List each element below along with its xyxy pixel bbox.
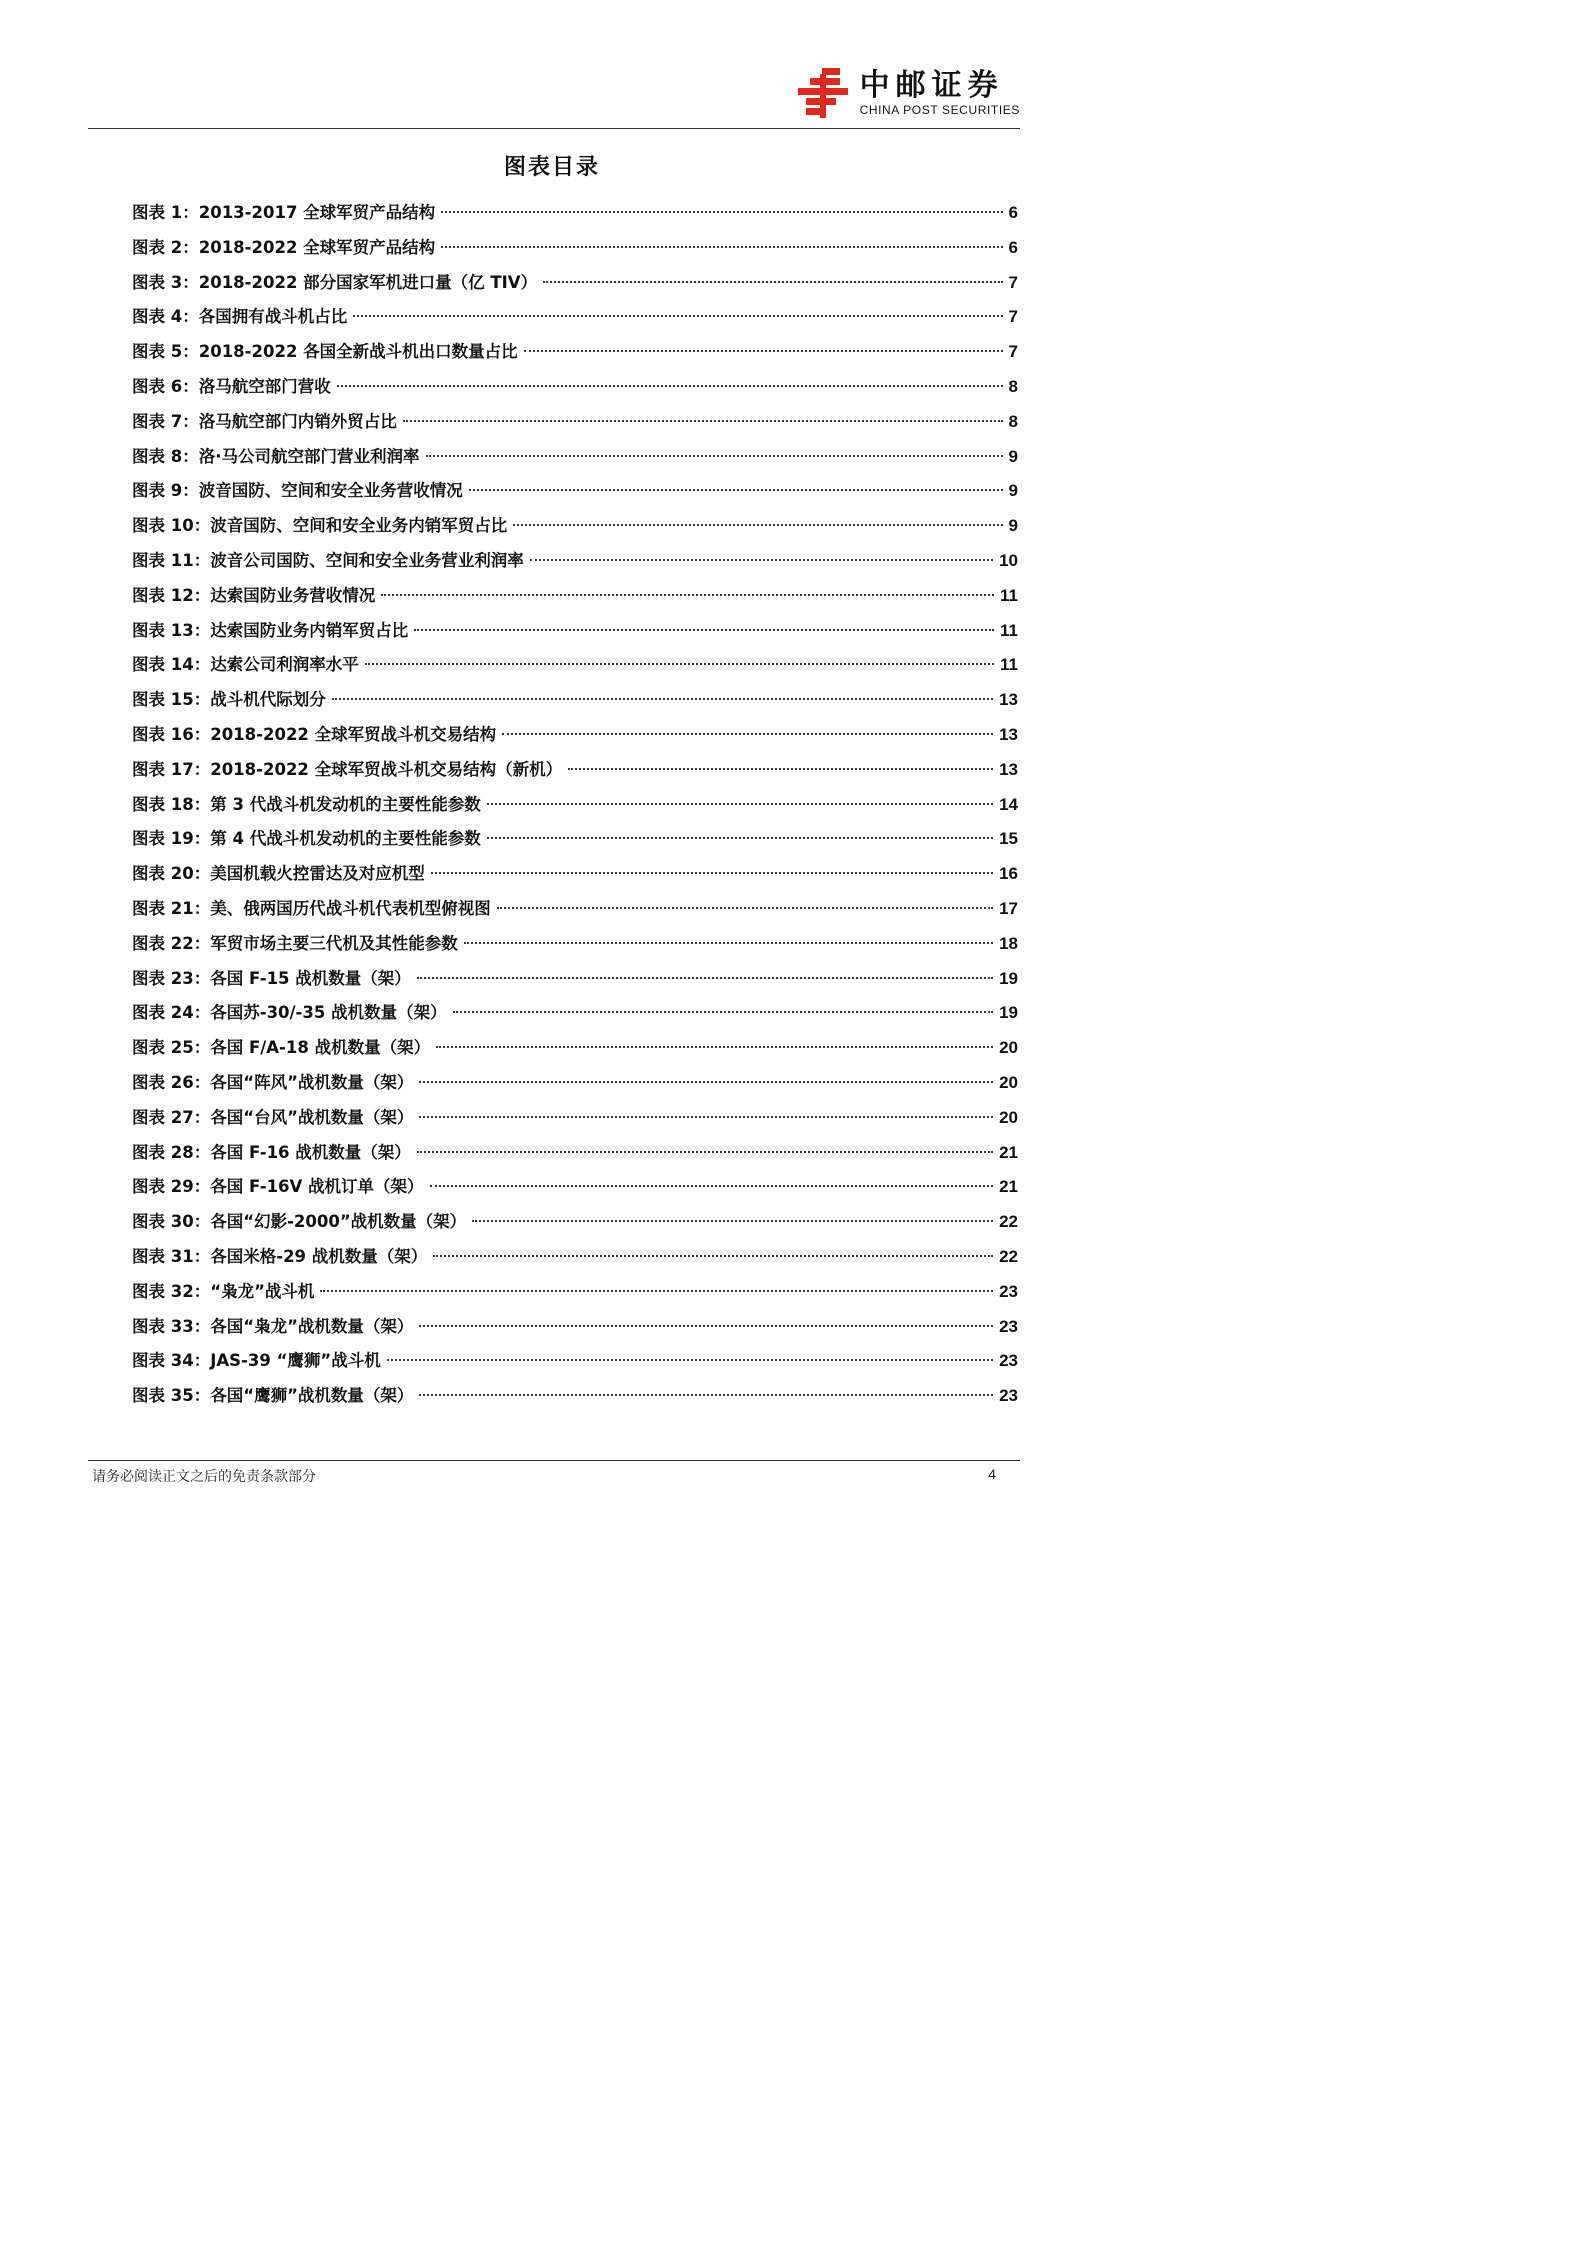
toc-leader-dots [353,315,1002,317]
toc-entry[interactable] [132,927,1018,962]
toc-entry[interactable] [132,509,1018,544]
toc-entry-page[interactable]: 20 [999,1038,1018,1058]
toc-entry-page[interactable]: 15 [999,829,1018,849]
toc-entry-page[interactable]: 11 [1000,655,1018,675]
toc-leader-dots [464,942,993,944]
toc-entry[interactable] [132,300,1018,335]
toc-entry-page[interactable]: 7 [1008,307,1018,327]
toc-entry-label: 图表 11： [132,550,211,570]
toc-entry[interactable] [132,196,1018,231]
toc-entry-label: 图表 26： [132,1072,211,1092]
toc-entry-label: 图表 25： [132,1038,211,1058]
company-logo [796,66,1020,122]
toc-leader-dots [433,1255,993,1257]
toc-leader-dots [337,385,1003,387]
toc-entry-title[interactable]: 洛·马公司航空部门营业利润率 [198,446,420,466]
toc-entry-page[interactable]: 9 [1008,446,1018,466]
toc-leader-dots [417,1151,993,1153]
toc-entry[interactable] [132,1275,1018,1310]
toc-entry-title[interactable]: 各国苏-30/-35 战机数量（架） [210,1003,447,1023]
toc-leader-dots [543,281,1002,283]
toc-entry-label: 图表 5： [132,342,199,362]
toc-entry-label: 图表 18： [132,794,211,814]
toc-entry[interactable] [132,648,1018,683]
toc-entry-title[interactable]: 战斗机代际划分 [210,690,326,710]
toc-entry[interactable] [132,1170,1018,1205]
toc-entry[interactable] [132,1240,1018,1275]
toc-entry-label: 图表 8： [132,446,199,466]
toc-entry-page[interactable]: 22 [999,1246,1018,1266]
toc-entry-page[interactable]: 11 [1000,620,1018,640]
footer-page-number: 4 [988,1466,996,1482]
toc-entry-title[interactable]: 洛马航空部门内销外贸占比 [198,411,397,431]
toc-entry-label: 图表 35： [132,1386,211,1406]
toc-entry-page[interactable]: 13 [999,724,1018,744]
toc-leader-dots [365,663,994,665]
toc-leader-dots [419,1081,993,1083]
toc-entry-label: 图表 22： [132,933,211,953]
toc-leader-dots [487,803,993,805]
toc-entry-title[interactable]: 波音国防、空间和安全业务营收情况 [198,481,463,501]
toc-entry-title[interactable]: 各国 F-15 战机数量（架） [210,968,411,988]
toc-entry[interactable] [132,683,1018,718]
toc-leader-dots [332,698,993,700]
toc-entry-label: 图表 1： [132,203,199,222]
toc-entry-page[interactable]: 23 [999,1386,1018,1406]
toc-entry-label: 图表 16： [132,724,211,744]
toc-entry-label: 图表 34： [132,1351,211,1371]
toc-leader-dots [426,455,1003,457]
toc-leader-dots [513,524,1002,526]
china-post-logo-icon [796,66,852,122]
toc-entry-page[interactable]: 20 [999,1072,1018,1092]
toc-entry-title[interactable]: 各国拥有战斗机占比 [198,307,348,327]
toc-entry-title[interactable]: 达索公司利润率水平 [210,655,359,675]
toc-entry-title[interactable]: 美国机载火控雷达及对应机型 [210,864,425,884]
toc-entry[interactable] [132,1310,1018,1345]
toc-entry[interactable] [132,1379,1018,1414]
toc-leader-dots [472,1220,993,1222]
toc-entry-title[interactable]: 2018-2022 全球军贸战斗机交易结构（新机） [210,759,563,779]
toc-entry-label: 图表 9： [132,481,199,501]
toc-leader-dots [497,907,993,909]
toc-entry-title[interactable]: 各国“鹰狮”战机数量（架） [210,1386,414,1406]
toc-entry-page[interactable]: 7 [1008,272,1018,292]
toc-leader-dots [487,837,993,839]
toc-entry-page[interactable]: 23 [999,1316,1018,1336]
toc-entry-label: 图表 7： [132,411,199,431]
toc-entry-title[interactable]: 第 3 代战斗机发动机的主要性能参数 [210,794,481,814]
toc-entry[interactable] [132,335,1018,370]
toc-entry-label: 图表 33： [132,1316,211,1336]
toc-entry-page[interactable]: 18 [999,933,1018,953]
toc-entry-title[interactable]: 2018-2022 全球军贸战斗机交易结构 [210,724,497,744]
toc-entry-page[interactable]: 8 [1008,376,1018,396]
toc-leader-dots [441,246,1002,248]
toc-entry-title[interactable]: 各国 F/A-18 战机数量（架） [210,1038,431,1058]
toc-entry-title[interactable]: 达索国防业务营收情况 [210,585,376,605]
toc-entry-label: 图表 19： [132,829,211,849]
toc-leader-dots [436,1046,993,1048]
toc-entry[interactable] [132,231,1018,266]
toc-entry-page[interactable]: 9 [1008,481,1018,501]
toc-entry-title[interactable]: 2018-2022 各国全新战斗机出口数量占比 [198,342,518,362]
toc-entry-label: 图表 12： [132,585,211,605]
toc-entry-title[interactable]: 洛马航空部门营收 [198,376,331,396]
toc-entry-page[interactable]: 19 [999,1003,1018,1023]
toc-entry-label: 图表 32： [132,1281,211,1301]
toc-entry-label: 图表 21： [132,898,211,918]
toc-leader-dots [403,420,1003,422]
toc-entry-page[interactable]: 14 [999,794,1018,814]
toc-leader-dots [502,733,993,735]
toc-entry-title[interactable]: 达索国防业务内销军贸占比 [210,620,409,640]
toc-entry-label: 图表 20： [132,864,211,884]
toc-entry[interactable] [132,1031,1018,1066]
toc-entry-title[interactable]: 2018-2022 部分国家军机进口量（亿 TIV） [198,272,538,292]
toc-entry-label: 图表 17： [132,759,211,779]
toc-entry-page[interactable]: 13 [999,690,1018,710]
toc-leader-dots [387,1359,993,1361]
toc-entry-page[interactable]: 20 [999,1107,1018,1127]
toc-entry[interactable] [132,405,1018,440]
toc-entry-page[interactable]: 6 [1008,203,1018,222]
toc-entry-title[interactable]: 2018-2022 全球军贸产品结构 [198,237,436,257]
toc-entry[interactable] [132,544,1018,579]
toc-list [132,196,1018,1414]
toc-leader-dots [419,1325,993,1327]
toc-leader-dots [419,1116,993,1118]
toc-leader-dots [453,1011,993,1013]
toc-entry-label: 图表 14： [132,655,211,675]
toc-entry-label: 图表 2： [132,237,199,257]
toc-leader-dots [430,1185,994,1187]
toc-entry-label: 图表 30： [132,1212,211,1232]
toc-entry-label: 图表 4： [132,307,199,327]
toc-entry[interactable] [132,440,1018,475]
toc-entry-label: 图表 31： [132,1246,211,1266]
toc-entry[interactable] [132,1066,1018,1101]
toc-entry[interactable] [132,614,1018,649]
toc-entry[interactable] [132,474,1018,509]
toc-entry-page[interactable]: 23 [999,1351,1018,1371]
toc-entry-title[interactable]: 第 4 代战斗机发动机的主要性能参数 [210,829,481,849]
toc-entry[interactable] [132,892,1018,927]
toc-entry-title[interactable]: 各国 F-16V 战机订单（架） [210,1177,424,1197]
toc-entry-label: 图表 29： [132,1177,211,1197]
toc-entry-title[interactable]: JAS-39 “鹰狮”战斗机 [210,1351,381,1371]
toc-entry[interactable] [132,266,1018,301]
toc-entry-page[interactable]: 8 [1008,411,1018,431]
toc-entry-page[interactable]: 21 [999,1177,1018,1197]
toc-entry-page[interactable]: 9 [1008,516,1018,536]
toc-leader-dots [469,489,1003,491]
toc-entry-page[interactable]: 6 [1008,237,1018,257]
toc-entry-title[interactable]: 波音国防、空间和安全业务内销军贸占比 [210,516,508,536]
toc-entry[interactable] [132,370,1018,405]
toc-entry-label: 图表 13： [132,620,211,640]
toc-entry-page[interactable]: 7 [1008,342,1018,362]
toc-entry[interactable] [132,1205,1018,1240]
toc-leader-dots [568,768,993,770]
toc-entry-page[interactable]: 11 [1000,585,1018,605]
toc-entry-title[interactable]: 各国 F-16 战机数量（架） [210,1142,411,1162]
toc-entry-page[interactable]: 16 [999,864,1018,884]
toc-entry-label: 图表 3： [132,272,199,292]
toc-entry-title[interactable]: 各国“阵风”战机数量（架） [210,1072,414,1092]
toc-entry-label: 图表 6： [132,376,199,396]
toc-leader-dots [524,350,1003,352]
footer-disclaimer: 请务必阅读正文之后的免责条款部分 [92,1469,316,1485]
toc-entry[interactable] [132,718,1018,753]
toc-leader-dots [381,594,994,596]
toc-entry-title[interactable]: 军贸市场主要三代机及其性能参数 [210,933,458,953]
toc-entry[interactable] [132,579,1018,614]
toc-heading: 图表目录 [503,155,600,180]
toc-entry[interactable] [132,788,1018,823]
logo-chinese-name: 中邮证券 [859,68,1004,103]
toc-entry[interactable] [132,962,1018,997]
toc-entry-label: 图表 24： [132,1003,211,1023]
toc-entry[interactable] [132,996,1018,1031]
toc-entry-page[interactable]: 10 [999,550,1018,570]
toc-entry-page[interactable]: 19 [999,968,1018,988]
toc-entry-title[interactable]: 波音公司国防、空间和安全业务营业利润率 [210,550,524,570]
toc-entry-title[interactable]: 2013-2017 全球军贸产品结构 [198,203,436,222]
toc-entry-title[interactable]: 美、俄两国历代战斗机代表机型俯视图 [210,898,491,918]
toc-entry-page[interactable]: 21 [999,1142,1018,1162]
toc-leader-dots [320,1290,993,1292]
toc-entry-label: 图表 15： [132,690,211,710]
toc-entry-title[interactable]: 各国“枭龙”战机数量（架） [210,1316,414,1336]
toc-entry-title[interactable]: 各国“幻影-2000”战机数量（架） [210,1212,467,1232]
footer-divider [88,1460,1020,1461]
toc-entry-title[interactable]: “枭龙”战斗机 [210,1281,315,1301]
toc-entry-page[interactable]: 23 [999,1281,1018,1301]
page-header [0,0,1104,130]
toc-entry-label: 图表 28： [132,1142,211,1162]
toc-leader-dots [431,872,993,874]
toc-entry-title[interactable]: 各国“台风”战机数量（架） [210,1107,414,1127]
toc-entry[interactable] [132,1136,1018,1171]
toc-entry[interactable] [132,822,1018,857]
toc-leader-dots [414,629,994,631]
toc-entry-label: 图表 27： [132,1107,211,1127]
toc-entry[interactable] [132,753,1018,788]
toc-entry[interactable] [132,857,1018,892]
toc-entry-label: 图表 23： [132,968,211,988]
toc-entry[interactable] [132,1344,1018,1379]
toc-entry-page[interactable]: 13 [999,759,1018,779]
toc-leader-dots [417,977,993,979]
toc-leader-dots [441,211,1002,213]
toc-entry-label: 图表 10： [132,516,211,536]
header-divider [88,128,1020,129]
toc-entry-title[interactable]: 各国米格-29 战机数量（架） [210,1246,428,1266]
logo-english-name: CHINA POST SECURITIES [859,103,1020,117]
toc-leader-dots [419,1394,993,1396]
toc-entry-page[interactable]: 22 [999,1212,1018,1232]
toc-entry-page[interactable]: 17 [999,898,1018,918]
toc-entry[interactable] [132,1101,1018,1136]
toc-leader-dots [530,559,993,561]
